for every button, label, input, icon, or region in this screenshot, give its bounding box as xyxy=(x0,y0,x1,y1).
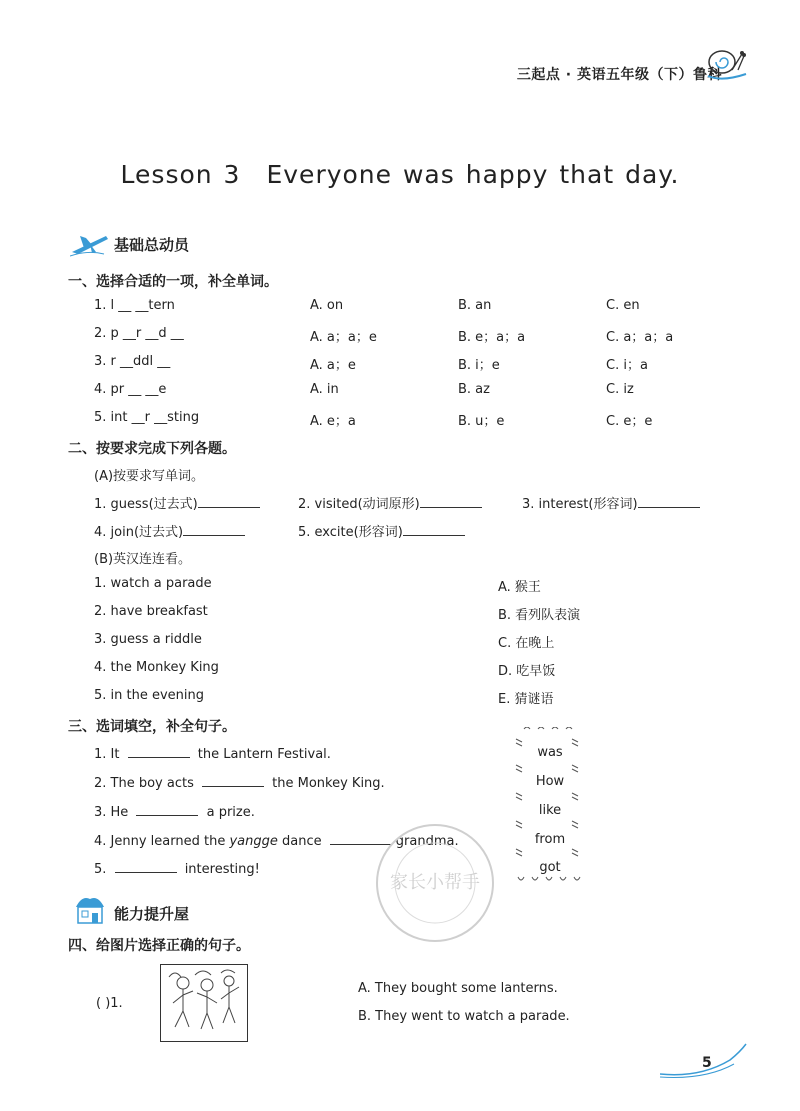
book-title: 三起点 · 英语五年级（下）鲁科 xyxy=(516,67,722,83)
q1-option-b: B. an xyxy=(458,298,492,313)
q4-option-b[interactable]: B. They went to watch a parade. xyxy=(358,1009,570,1024)
q3-pre: 2. The boy acts xyxy=(94,776,194,791)
watermark-text: 家长小帮手 xyxy=(390,872,480,893)
match-left-item[interactable]: 3. guess a riddle xyxy=(94,632,202,647)
word-box-option: from xyxy=(534,832,566,847)
q2-a-item xyxy=(522,493,700,512)
q1-option-a: A. e；a xyxy=(310,414,356,429)
word-box-option: was xyxy=(537,745,563,760)
answer-blank[interactable] xyxy=(183,523,245,536)
lesson-name: Everyone was happy that day. xyxy=(266,160,680,189)
q1-word: 3. r __ddl __ xyxy=(94,354,171,369)
snail-logo-icon xyxy=(702,46,748,86)
q3-post: a prize. xyxy=(206,805,255,820)
q1-option-c: C. i；a xyxy=(606,358,648,373)
airplane-icon xyxy=(70,230,110,258)
word-box-option: got xyxy=(539,860,561,875)
q4-option-a[interactable]: A. They bought some lanterns. xyxy=(358,981,558,996)
parade-illustration xyxy=(160,964,248,1042)
q3-post: interesting! xyxy=(184,862,260,877)
q3-pre: 1. It xyxy=(94,747,120,762)
q2-a-prompt: 2. visited(动词原形) xyxy=(298,497,420,512)
match-right-item[interactable]: E. 猜谜语 xyxy=(498,692,554,707)
q3-pre: 4. Jenny learned the xyxy=(94,834,226,849)
lesson-title xyxy=(0,160,800,189)
q2-a-item xyxy=(94,493,260,512)
q2-a-prompt: 3. interest(形容词) xyxy=(522,497,638,512)
q1-option-c: C. iz xyxy=(606,382,634,397)
q2-a-prompt: 4. join(过去式) xyxy=(94,525,184,540)
word-box xyxy=(510,727,590,887)
q1-word: 1. l __ __tern xyxy=(94,298,175,313)
q1-option-b: B. u；e xyxy=(458,414,505,429)
q3-post: the Monkey King. xyxy=(272,776,385,791)
q1-word: 2. p __r __d __ xyxy=(94,326,184,341)
q1-option-b: B. az xyxy=(458,382,490,397)
q1-option-a: A. a；a；e xyxy=(310,330,377,345)
q1-option-c: C. en xyxy=(606,298,640,313)
match-left-item[interactable]: 1. watch a parade xyxy=(94,576,212,591)
answer-blank[interactable] xyxy=(198,495,260,508)
q3-sentence xyxy=(94,774,385,791)
q1-option-a: A. a；e xyxy=(310,358,356,373)
match-right-item[interactable]: C. 在晚上 xyxy=(498,636,555,651)
answer-blank[interactable] xyxy=(136,803,198,816)
page-number: 5 xyxy=(702,1055,712,1071)
q1-option-c: C. e；e xyxy=(606,414,653,429)
match-left-item[interactable]: 4. the Monkey King xyxy=(94,660,219,675)
q1-word: 5. int __r __sting xyxy=(94,410,200,425)
answer-blank[interactable] xyxy=(128,745,190,758)
match-left-item[interactable]: 2. have breakfast xyxy=(94,604,208,619)
q1-option-b: B. e；a；a xyxy=(458,330,526,345)
word-box-option: How xyxy=(535,774,565,789)
q1-heading: 一、选择合适的一项，补全单词。 xyxy=(68,274,278,290)
answer-blank[interactable] xyxy=(403,523,465,536)
q3-italic-word: yangge xyxy=(229,834,278,849)
q2-a-item xyxy=(298,493,482,512)
q3-mid: dance xyxy=(282,834,322,849)
q2-part-b-label: (B)英汉连连看。 xyxy=(94,552,192,567)
q3-post: grandma. xyxy=(395,834,459,849)
lesson-number: Lesson 3 xyxy=(120,160,241,189)
answer-blank[interactable] xyxy=(420,495,482,508)
watermark-stamp xyxy=(370,818,500,948)
q2-part-a-label: (A)按要求写单词。 xyxy=(94,469,205,484)
q3-sentence xyxy=(94,860,260,877)
q2-heading: 二、按要求完成下列各题。 xyxy=(68,441,236,457)
q3-sentence xyxy=(94,745,331,762)
q3-pre: 3. He xyxy=(94,805,129,820)
match-right-item[interactable]: A. 猴王 xyxy=(498,580,541,595)
q4-heading: 四、给图片选择正确的句子。 xyxy=(68,938,250,954)
section-basic-heading: 基础总动员 xyxy=(114,236,190,254)
q2-a-prompt: 1. guess(过去式) xyxy=(94,497,198,512)
word-box-option: like xyxy=(538,803,562,818)
q2-a-item xyxy=(298,521,465,540)
house-icon xyxy=(70,893,110,925)
q2-a-item xyxy=(94,521,245,540)
q4-answer-bracket[interactable]: ( )1. xyxy=(96,996,123,1011)
answer-blank[interactable] xyxy=(638,495,700,508)
q1-option-a: A. in xyxy=(310,382,339,397)
q1-option-a: A. on xyxy=(310,298,344,313)
match-right-item[interactable]: B. 看列队表演 xyxy=(498,608,581,623)
q2-a-prompt: 5. excite(形容词) xyxy=(298,525,403,540)
section-advanced-heading: 能力提升屋 xyxy=(114,905,190,923)
q1-word: 4. pr __ __e xyxy=(94,382,167,397)
answer-blank[interactable] xyxy=(202,774,264,787)
q3-heading: 三、选词填空，补全句子。 xyxy=(68,719,236,735)
answer-blank[interactable] xyxy=(115,860,177,873)
match-left-item[interactable]: 5. in the evening xyxy=(94,688,205,703)
q1-option-b: B. i；e xyxy=(458,358,500,373)
q3-sentence xyxy=(94,803,255,820)
q1-option-c: C. a；a；a xyxy=(606,330,674,345)
q3-pre: 5. xyxy=(94,862,107,877)
q3-post: the Lantern Festival. xyxy=(197,747,331,762)
match-right-item[interactable]: D. 吃早饭 xyxy=(498,664,556,679)
